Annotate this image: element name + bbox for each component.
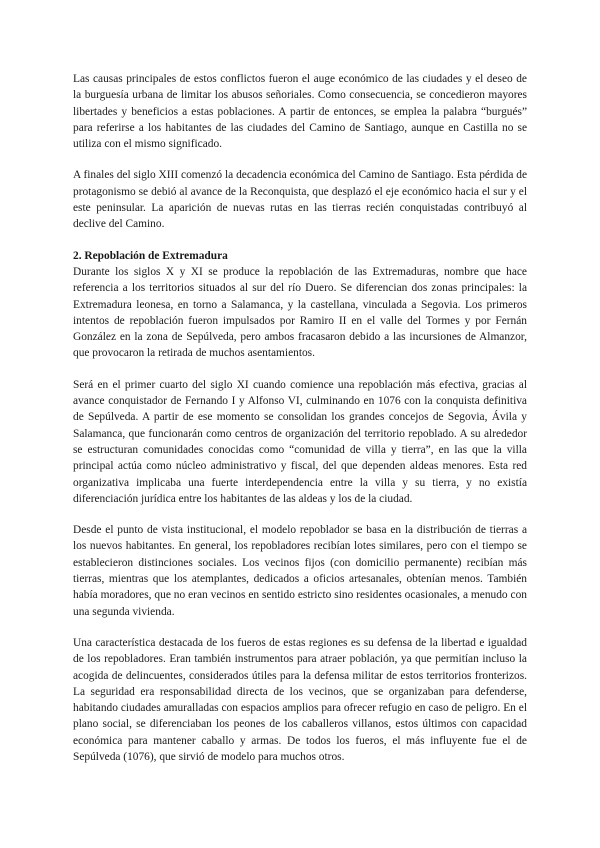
section-heading: 2. Repoblación de Extremadura [73,249,228,262]
paragraph-causas-conflictos: Las causas principales de estos conflictos fueron el auge económico de las ciudades y el deseo de la burguesía urbana de limitar los abusos señoriales. Como consecuencia, se concedieron mayores libertades y beneficios a estas poblaciones. A partir de entonces, se emplea la palabra “burgués” para referirse a los habitantes de las ciudades del Camino de Santiago, aunque en Castilla no se utiliza con el mismo significado. [73,73,527,151]
document-body [73,71,527,765]
paragraph-siglos-x-xi: Durante los siglos X y XI se produce la repoblación de las Extremaduras, nombre que hace referencia a los territorios situados al sur del río Duero. Se diferencian dos zonas principales: la Extremadura leonesa, en torno a Salamanca, y la castellana, vinculada a Segovia. Los primeros intentos de repoblación fueron impulsados por Ramiro II en el valle del Tormes y por Fernán González en la zona de Sepúlveda, pero ambos fracasaron debido a las incursiones de Almanzor, que provocaron la retirada de muchos asentamientos. [73,265,527,360]
paragraph-modelo-institucional: Desde el punto de vista institucional, el modelo repoblador se basa en la distribución de tierras a los nuevos habitantes. En general, los repobladores recibían lotes similares, pero con el tiempo se establecieron distinciones sociales. Los vecinos fijos (con domicilio permanente) recibían más tierras, mientras que los atemplantes, dedicados a oficios artesanales, obtenían menos. También había moradores, que no eran vecinos en sentido estricto sino residentes ocasionales, a menudo con una segunda vivienda. [73,524,527,618]
paragraph-decadencia-camino: A finales del siglo XIII comenzó la decadencia económica del Camino de Santiago. Esta pérdida de protagonismo se debió al avance de la Reconquista, que desplazó el eje económico hacia el sur y el este peninsular. La aparición de nuevas rutas en las tierras recién conquistadas contribuyó al declive del Camino. [73,169,527,231]
paragraph-siglo-xi-repoblacion: Será en el primer cuarto del siglo XI cuando comience una repoblación más efectiva, gracias al avance conquistador de Fernando I y Alfonso VI, culminando en 1076 con la conquista definitiva de Sepúlveda. A partir de ese momento se consolidan los grandes concejos de Segovia, Ávila y Salamanca, que funcionarán como centros de organización del territorio repoblado. A su alrededor se estructuran comunidades conocidas como “comunidad de villa y tierra”, en las que la villa principal actúa como núcleo administrativo y fiscal, del que dependen aldeas menores. Esta red organizativa implicaba una fuerte interdependencia entre la villa y su tierra, y no existía diferenciación jurídica entre los habitantes de las aldeas y los de la ciudad. [73,378,527,505]
paragraph-fueros: Una característica destacada de los fueros de estas regiones es su defensa de la libertad e igualdad de los repobladores. Eran también instrumentos para atraer población, ya que permitían incluso la acogida de delincuentes, considerados útiles para la defensa militar de estos territorios fronterizos. La seguridad era responsabilidad directa de los vecinos, que se organizaban para defenderse, habitando ciudades amuralladas con espacios amplios para ofrecer refugio en caso de peligro. En el plano social, se diferenciaban los peones de los caballeros villanos, estos últimos con capacidad económica para mantener caballo y armas. De todos los fueros, el más influyente fue el de Sepúlveda (1076), que sirvió de modelo para muchos otros. [73,636,527,763]
